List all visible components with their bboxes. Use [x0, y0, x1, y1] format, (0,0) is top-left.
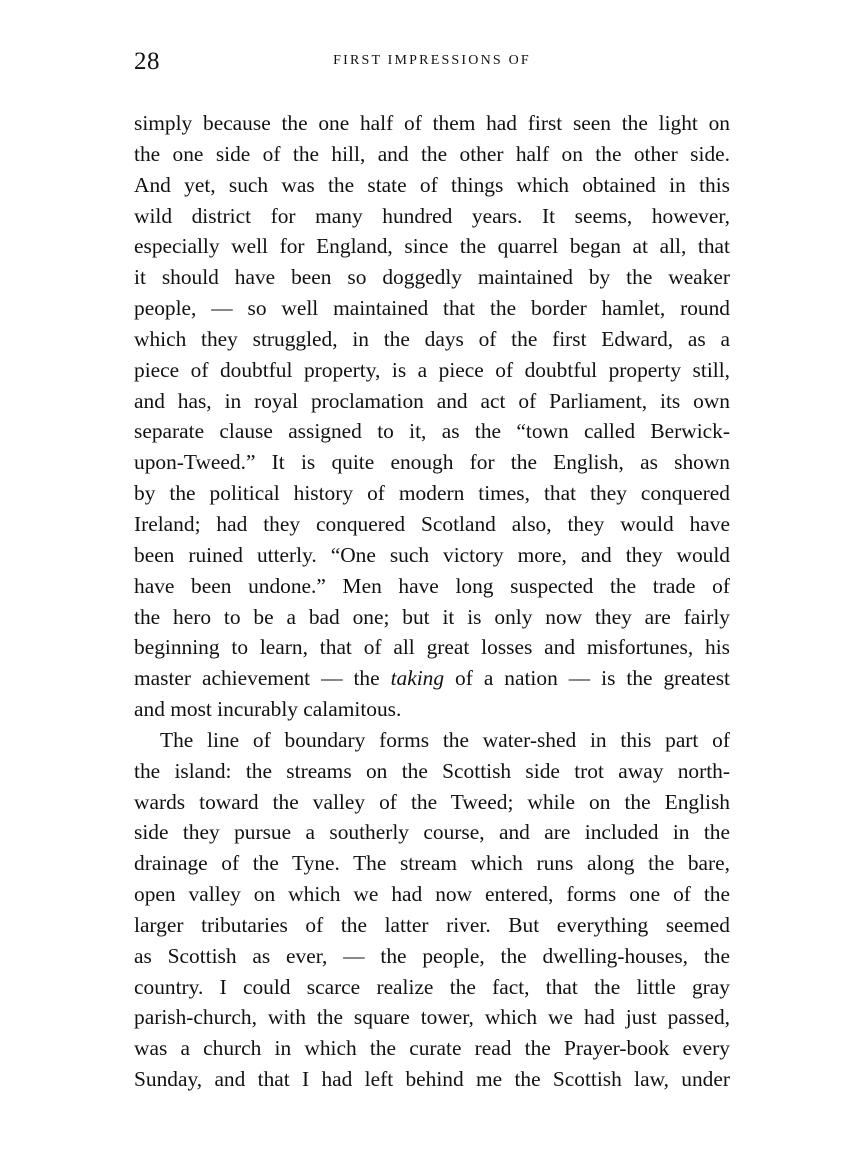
text-line: by the political history of modern times, that they conquered [134, 481, 730, 506]
body-text [134, 108, 730, 1095]
text-line: beginning to learn, that of all great losses and misfortunes, his [134, 635, 730, 660]
text-line: and has, in royal proclamation and act of Parliament, its own [134, 388, 730, 413]
text-line: upon-Tweed.” It is quite enough for the English, as shown [134, 450, 730, 475]
text-run: of a nation — is the greatest [444, 666, 731, 691]
text-run: master achievement — the [134, 666, 391, 691]
text-line: especially well for England, since the quarrel began at all, that [134, 234, 730, 259]
text-line: Ireland; had they conquered Scotland also, they would have [134, 511, 730, 536]
text-line: And yet, such was the state of things which obtained in this [134, 172, 730, 197]
text-line: the hero to be a bad one; but it is only now they are fairly [134, 604, 730, 629]
text-line: the island: the streams on the Scottish side trot away north- [134, 758, 730, 783]
text-line: was a church in which the curate read the Prayer-book every [134, 1036, 730, 1061]
text-line: have been undone.” Men have long suspected the trade of [134, 573, 730, 598]
text-line: wild district for many hundred years. It seems, however, [134, 203, 730, 228]
text-line-with-italic [134, 663, 730, 694]
text-line: piece of doubtful property, is a piece of doubtful property still, [134, 357, 730, 382]
text-line: open valley on which we had now entered, forms one of the [134, 882, 730, 907]
text-line: been ruined utterly. “One such victory more, and they would [134, 542, 730, 567]
text-line: it should have been so doggedly maintained by the weaker [134, 265, 730, 290]
text-line: people, — so well maintained that the border hamlet, round [134, 296, 730, 321]
italic-word: taking [390, 666, 445, 691]
running-head: FIRST IMPRESSIONS OF [333, 53, 531, 68]
text-line: wards toward the valley of the Tweed; while on the English [134, 789, 730, 814]
paragraph-1 [134, 108, 730, 725]
text-line-indented: The line of boundary forms the water-shed in this part of [160, 727, 730, 752]
text-line: Sunday, and that I had left behind me the Scottish law, under [134, 1067, 730, 1092]
text-line: separate clause assigned to it, as the “town called Berwick- [134, 419, 730, 444]
text-line: as Scottish as ever, — the people, the dwelling-houses, the [134, 943, 730, 968]
text-line: country. I could scarce realize the fact, that the little gray [134, 974, 730, 999]
text-line: larger tributaries of the latter river. But everything seemed [134, 912, 730, 937]
text-line-last: and most incurably calamitous. [134, 697, 402, 722]
text-line: which they struggled, in the days of the first Edward, as a [134, 326, 730, 351]
page-number: 28 [134, 48, 160, 75]
paragraph-2 [134, 725, 730, 1095]
text-line: simply because the one half of them had first seen the light on [134, 111, 730, 135]
page-header [134, 48, 730, 78]
text-line: drainage of the Tyne. The stream which runs along the bare, [134, 851, 730, 876]
text-line: side they pursue a southerly course, and are included in the [134, 820, 730, 845]
text-line: the one side of the hill, and the other half on the other side. [134, 141, 730, 166]
text-line: parish-church, with the square tower, which we had just passed, [134, 1005, 730, 1030]
